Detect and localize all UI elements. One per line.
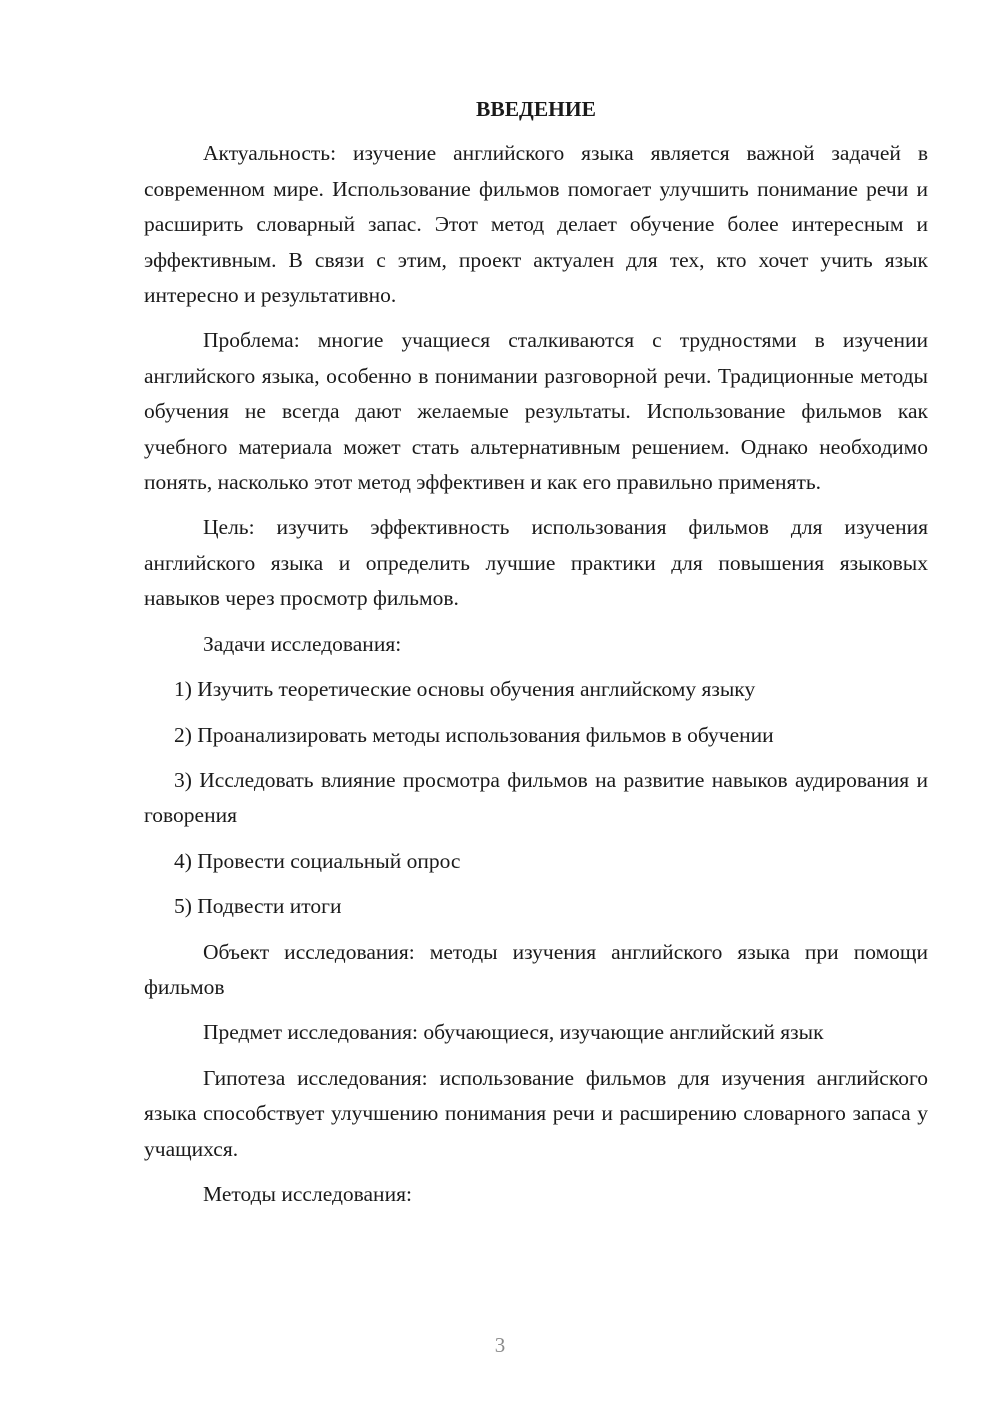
task-item: 1) Изучить теоретические основы обучения английскому языку [174,677,756,702]
problem-paragraph: Проблема: многие учащиеся сталкиваются с трудностями в изучении английского языка, особенно в понимании разговорной речи. Традиционные методы обучения не всегда дают желаемые результаты. Использование фильмов как учебного материала может стать альтернативным решением. Однако необходимо понять, насколько этот метод эффективен и как его правильно применять. [144,328,928,495]
page-number: 3 [494,1333,506,1357]
object-paragraph: Объект исследования: методы изучения английского языка при помощи фильмов [144,939,928,999]
document-page [144,92,928,1222]
subject-paragraph: Предмет исследования: обучающиеся, изучающие английский язык [203,1020,824,1045]
task-item: 4) Провести социальный опрос [174,848,461,873]
task-item: 2) Проанализировать методы использования фильмов в обучении [174,722,774,747]
page-title: ВВЕДЕНИЕ [476,97,596,121]
methods-heading: Методы исследования: [203,1181,412,1206]
task-item: 5) Подвести итоги [174,894,342,919]
goal-paragraph: Цель: изучить эффективность использования фильмов для изучения английского языка и определить лучшие практики для повышения языковых навыков через просмотр фильмов. [144,515,928,611]
tasks-heading: Задачи исследования: [203,631,402,656]
relevance-paragraph: Актуальность: изучение английского языка является важной задачей в современном мире. Использование фильмов помогает улучшить понимание речи и расширить словарный запас. Этот метод делает обучение более интересным и эффективным. В связи с этим, проект актуален для тех, кто хочет учить язык интересно и результативно. [144,141,928,308]
task-item: 3) Исследовать влияние просмотра фильмов на развитие навыков аудирования и говорения [144,767,928,828]
tasks-list [144,672,928,924]
hypothesis-paragraph: Гипотеза исследования: использование фильмов для изучения английского языка способствует улучшению понимания речи и расширению словарного запаса у учащихся. [144,1065,928,1161]
